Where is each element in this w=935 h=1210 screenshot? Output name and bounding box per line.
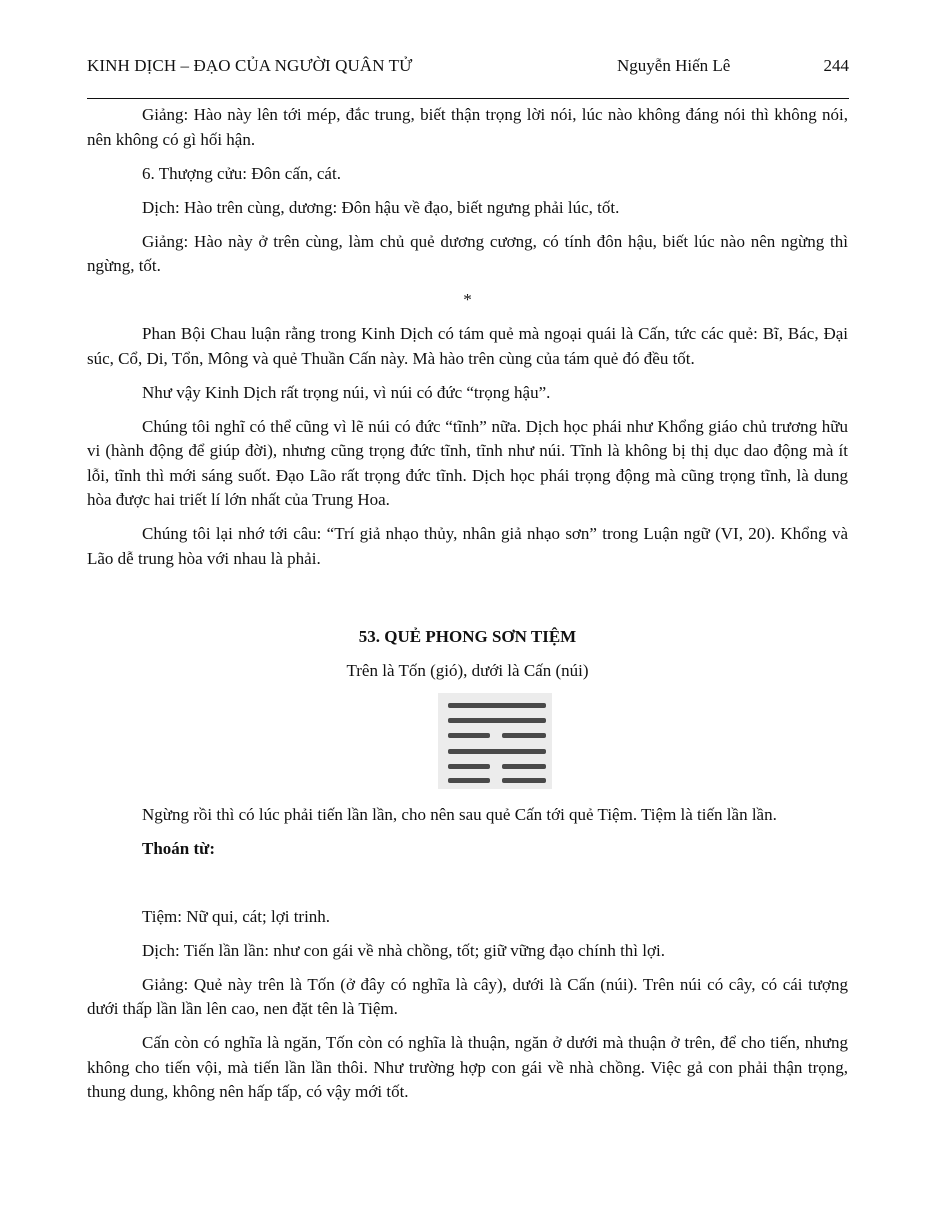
thoan-tu-label: Thoán từ:: [142, 839, 216, 858]
page-header: [87, 56, 849, 80]
book-title: KINH DỊCH – ĐẠO CỦA NGƯỜI QUÂN TỬ: [87, 56, 413, 75]
header-divider: [87, 98, 849, 99]
paragraph: 6. Thượng cửu: Đôn cấn, cát.: [142, 163, 341, 183]
paragraph: Giảng: Hào này ở trên cùng, làm chủ quẻ dương cương, có tính đôn hậu, biết lúc nào nên ngừng thì ngừng, tốt.: [87, 231, 848, 275]
hexagram-heading: 53. QUẺ PHONG SƠN TIỆM: [358, 627, 577, 646]
paragraph: Ngừng rồi thì có lúc phải tiến lần lần, cho nên sau quẻ Cấn tới quẻ Tiệm. Tiệm là tiến lần lần.: [142, 805, 777, 824]
author-name: Nguyễn Hiến Lê: [617, 56, 731, 75]
hexagram-line-yin: [448, 778, 490, 783]
hexagram-line-yang: [448, 703, 546, 708]
hexagram-line-yin: [502, 733, 546, 738]
hexagram-line-yin: [502, 778, 546, 783]
paragraph: Giảng: Quẻ này trên là Tốn (ở đây có nghĩa là cây), dưới là Cấn (núi). Trên núi có cây, có cái tượng dưới thấp lần lần lên cao, nen đặt tên là Tiệm.: [87, 974, 848, 1018]
jian-hexagram-icon: [438, 693, 552, 789]
paragraph: Tiệm: Nữ qui, cát; lợi trinh.: [142, 906, 331, 926]
paragraph: Cấn còn có nghĩa là ngăn, Tốn còn có nghĩa là thuận, ngăn ở dưới mà thuận ở trên, để cho tiến, nhưng không cho tiến vội, mà tiến lần lần thôi. Như trường hợp con gái về nhà chồng. Việc gả con phải thận trọng, thung dung, không nên hấp tấp, có vậy mới tốt.: [87, 1033, 848, 1101]
main-text-lower: [87, 803, 848, 1114]
paragraph: Dịch: Tiến lần lần: như con gái về nhà chồng, tốt; giữ vững đạo chính thì lợi.: [142, 940, 665, 960]
main-text-upper: [87, 103, 848, 581]
paragraph: Phan Bội Chau luận rằng trong Kinh Dịch có tám quẻ mà ngoại quái là Cấn, tức các quẻ: Bĩ, Bác, Đại súc, Cổ, Di, Tổn, Mông và quẻ Thuần Cấn này. Mà hào trên cùng của tám quẻ đó đều tốt.: [87, 324, 848, 368]
paragraph: Chúng tôi lại nhớ tới câu: “Trí giả nhạo thủy, nhân giả nhạo sơn” trong Luận ngữ (VI, 20). Khổng và Lão dễ trung hòa với nhau là phải.: [87, 524, 848, 568]
hexagram-line-yin: [502, 764, 546, 769]
hexagram-line-yang: [448, 749, 546, 754]
hexagram-line-yang: [448, 718, 546, 723]
paragraph: Giảng: Hào này lên tới mép, đắc trung, biết thận trọng lời nói, lúc nào không đáng nói thì không nói, nên không có gì hối hận.: [87, 105, 848, 149]
paragraph: Chúng tôi nghĩ có thể cũng vì lẽ núi có đức “tĩnh” nữa. Dịch học phái như Khổng giáo chủ trương hữu vi (hành động để giúp đời), nhưng cũng trọng đức tĩnh, tĩnh như núi. Tĩnh là không bị thị dục dao động mà ít lỗi, tĩnh thì mới sáng suốt. Đạo Lão rất trọng đức tĩnh. Dịch học phái trọng động mà cũng trọng tĩnh, là dung hòa được hai triết lí lớn nhất của Trung Hoa.: [87, 416, 848, 509]
hexagram-line-yin: [448, 733, 490, 738]
hexagram-line-yin: [448, 764, 490, 769]
section-separator: *: [463, 290, 472, 309]
paragraph: Như vậy Kinh Dịch rất trọng núi, vì núi có đức “trọng hậu”.: [142, 382, 551, 402]
paragraph: Dịch: Hào trên cùng, dương: Đôn hậu về đạo, biết ngưng phải lúc, tốt.: [142, 197, 620, 217]
page-number: 244: [823, 56, 849, 75]
hexagram-subheading: Trên là Tốn (gió), dưới là Cấn (núi): [346, 661, 589, 680]
